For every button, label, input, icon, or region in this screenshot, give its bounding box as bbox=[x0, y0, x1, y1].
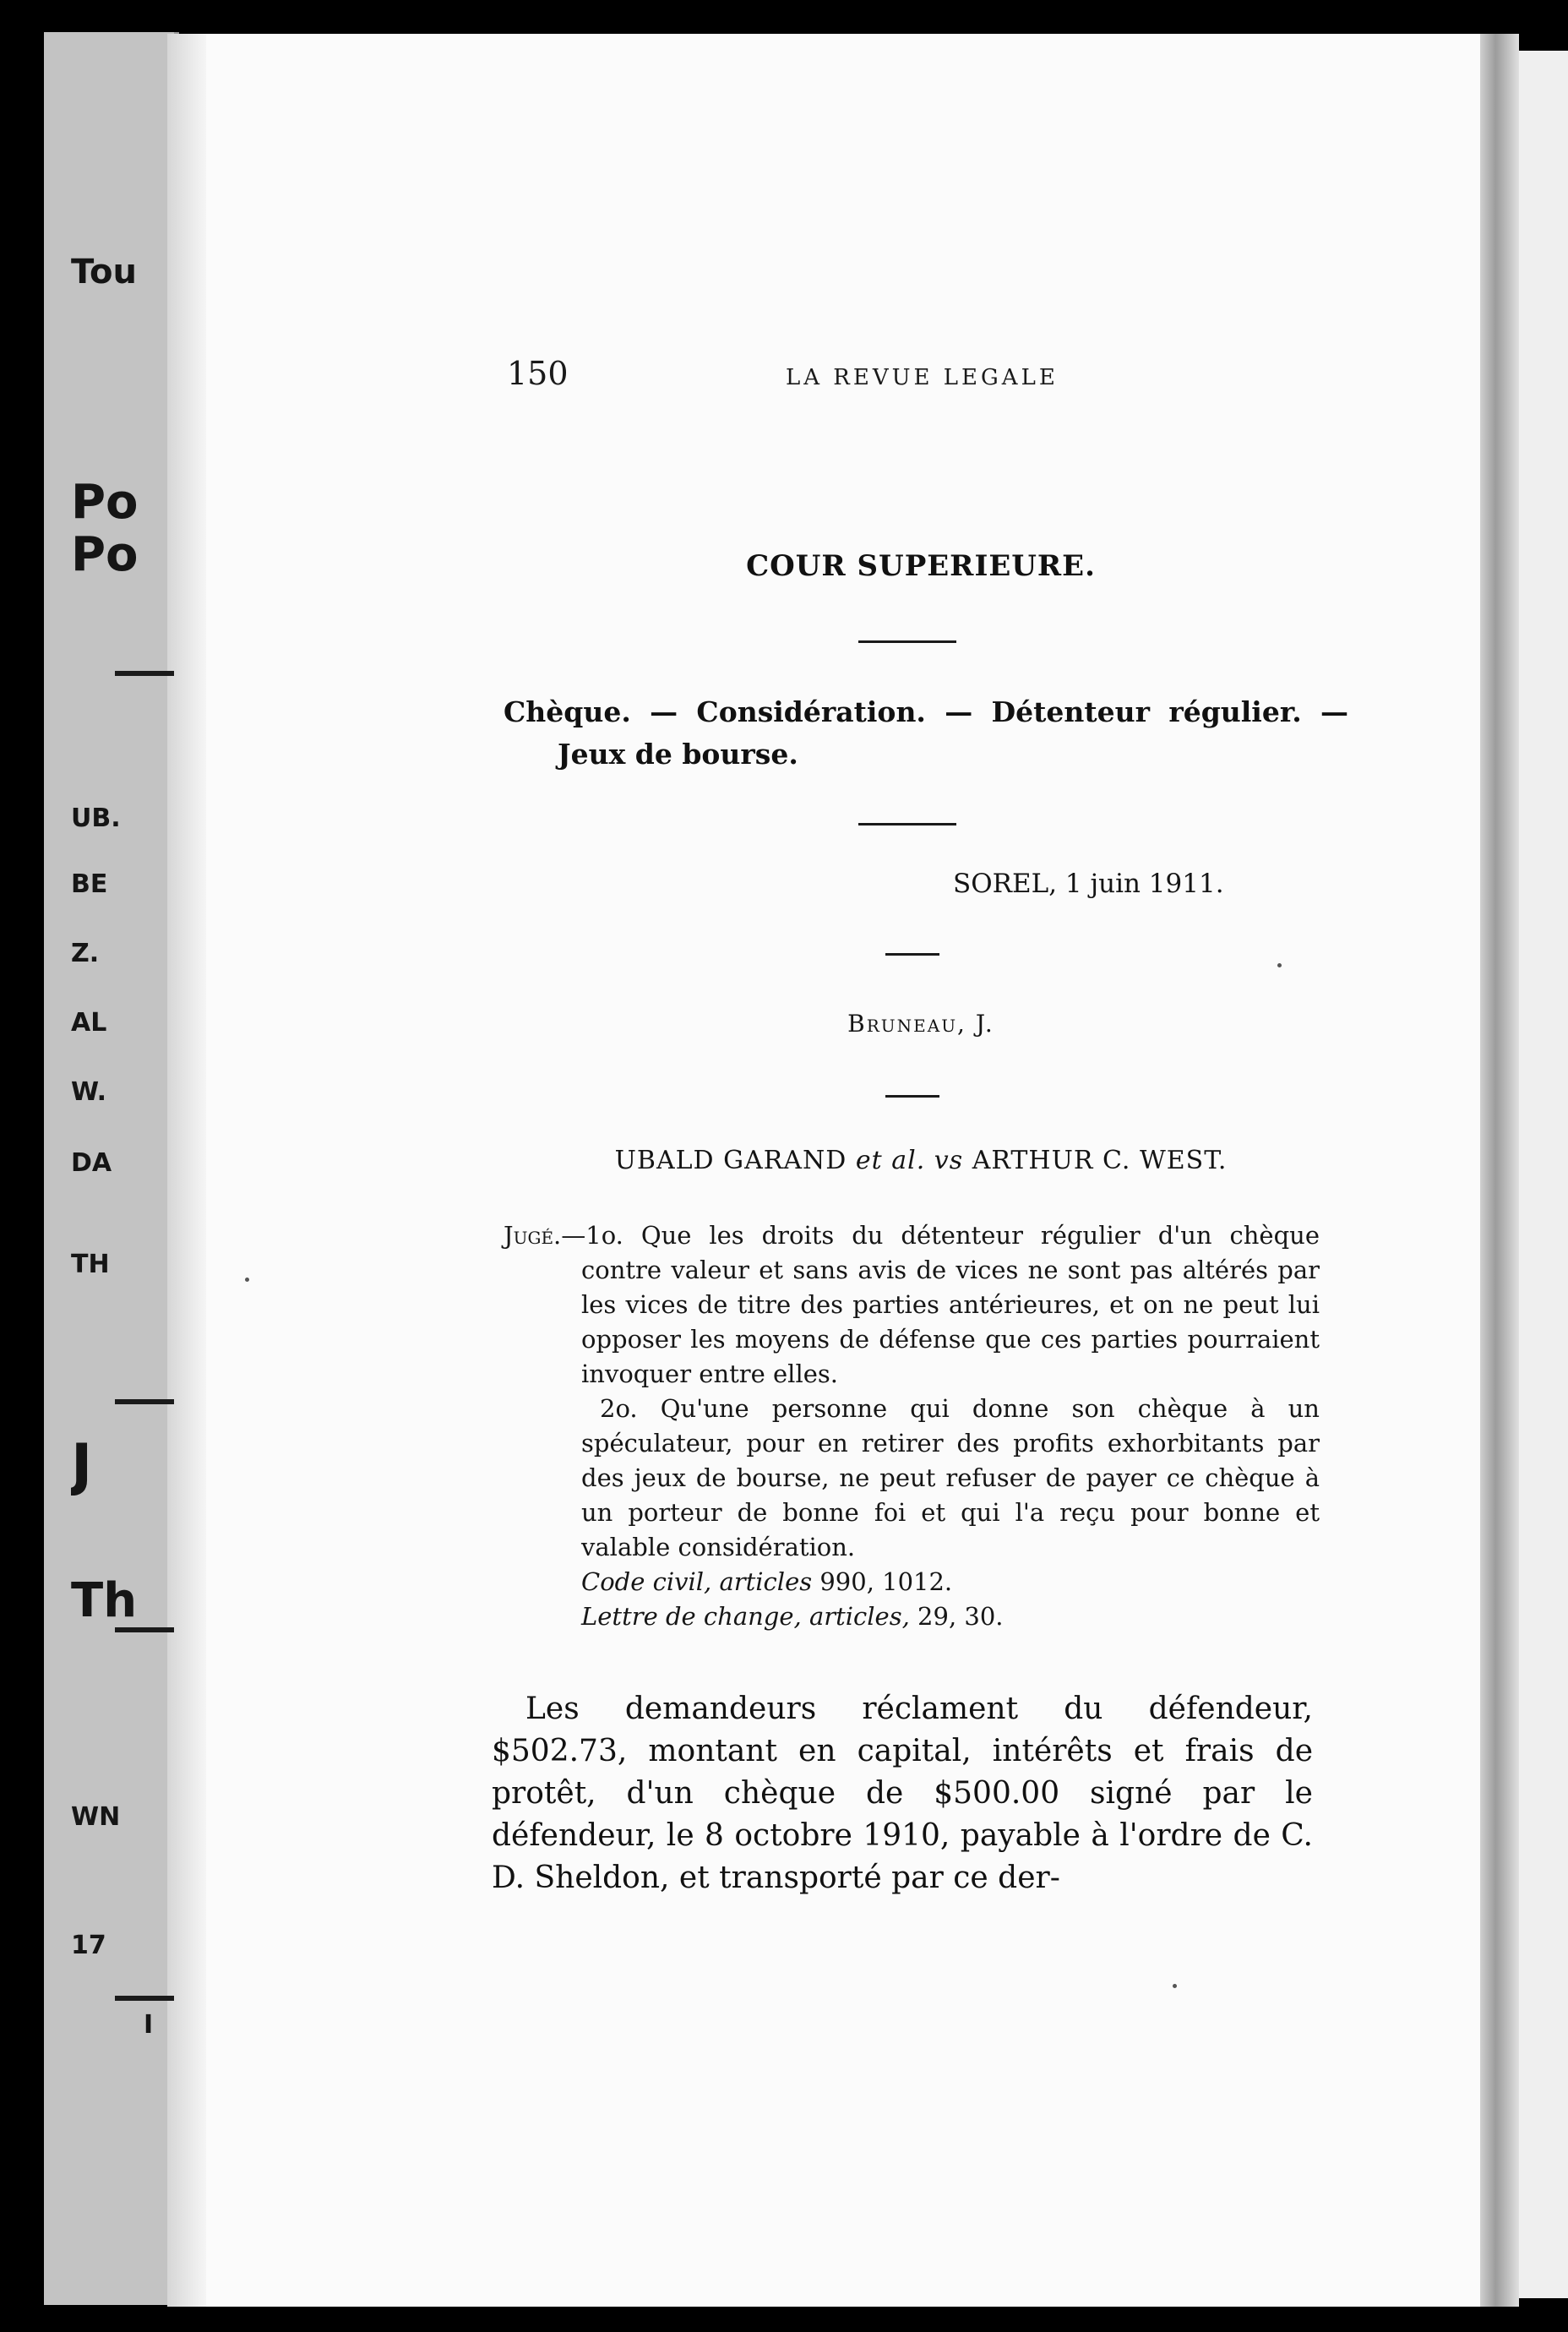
running-head bbox=[507, 355, 1352, 399]
citation-code-civil bbox=[504, 1565, 1320, 1599]
subject-headnote: Chèque. — Considération. — Détenteur régulier. — Jeux de bourse. bbox=[504, 695, 1348, 771]
left-rule bbox=[115, 671, 174, 676]
citation-2-text: Lettre de change, articles, bbox=[581, 1602, 910, 1631]
left-fragment: Th bbox=[71, 1577, 138, 1626]
defendant-name: ARTHUR C. WEST. bbox=[972, 1146, 1228, 1175]
page-right-edge bbox=[1480, 34, 1519, 2307]
left-fragment: Po bbox=[71, 478, 139, 527]
holding-block bbox=[504, 1218, 1320, 1634]
citation-lettre-de-change bbox=[504, 1599, 1320, 1634]
left-fragment: Tou bbox=[71, 253, 137, 291]
section-rule bbox=[885, 953, 939, 956]
left-rule bbox=[115, 1996, 174, 2001]
left-fragment: I bbox=[144, 2011, 154, 2040]
left-fragment: Po bbox=[71, 531, 139, 580]
left-fragment: UB. bbox=[71, 804, 121, 833]
holding-point-1 bbox=[504, 1218, 1320, 1392]
holding-point-1-text: —1o. Que les droits du détenteur régulier d'un chèque contre valeur et sans avis de vices ne sont pas altérés par les vices de titre des parties antérieures, et on ne peut lui opposer les moyens de défense que ces parties pourraient invoquer entre elles. bbox=[561, 1221, 1320, 1388]
facing-page-right bbox=[1519, 51, 1568, 2298]
place-date: SOREL, 1 juin 1911. bbox=[953, 869, 1224, 899]
versus: vs bbox=[934, 1146, 964, 1175]
left-fragment: TH bbox=[71, 1250, 110, 1279]
case-parties bbox=[498, 1146, 1343, 1175]
section-rule bbox=[858, 640, 956, 643]
citation-2-refs: 29, 30. bbox=[917, 1602, 1004, 1631]
citation-1-refs: 990, 1012. bbox=[819, 1567, 953, 1596]
section-rule bbox=[858, 823, 956, 825]
body-paragraph: Les demandeurs réclament du défendeur, $502.73, montant en capital, intérêts et frais de protêt, d'un chèque de $500.00 signé par le défendeur, le 8 octobre 1910, payable à l'ordre de C. D. Sheldon, et transporté par ce der- bbox=[492, 1692, 1313, 1895]
left-fragment: AL bbox=[71, 1009, 107, 1038]
scan-speck bbox=[1277, 963, 1282, 967]
scan-speck bbox=[245, 1278, 249, 1282]
citation-1-text: Code civil, articles bbox=[581, 1567, 813, 1596]
left-fragment: DA bbox=[71, 1149, 112, 1178]
page-number: 150 bbox=[507, 355, 569, 392]
left-rule bbox=[115, 1627, 174, 1632]
journal-title: LA REVUE LEGALE bbox=[786, 365, 1059, 390]
holding-point-2: 2o. Qu'une personne qui donne son chèque à un spéculateur, pour en retirer des profits exhorbitants par des jeux de bourse, ne peut refuser de payer ce chèque à un porteur de bonne foi et qui l'a reçu pour bonne et valable considération. bbox=[581, 1394, 1320, 1561]
et-al: et al. bbox=[855, 1146, 926, 1175]
left-rule bbox=[115, 1399, 174, 1404]
plaintiff-name: UBALD GARAND bbox=[614, 1146, 847, 1175]
left-fragment: W. bbox=[71, 1078, 107, 1107]
judge-name: Bruneau, J. bbox=[847, 1010, 994, 1038]
holding-label: Jugé. bbox=[504, 1221, 562, 1250]
scan-speck bbox=[1173, 1984, 1177, 1988]
left-fragment: J bbox=[71, 1436, 93, 1496]
court-heading: COUR SUPERIEURE. bbox=[746, 549, 1096, 583]
left-fragment: 17 bbox=[71, 1932, 106, 1960]
left-fragment: WN bbox=[71, 1803, 121, 1832]
section-rule bbox=[885, 1095, 939, 1098]
left-fragment: Z. bbox=[71, 940, 100, 968]
left-fragment: BE bbox=[71, 870, 108, 899]
